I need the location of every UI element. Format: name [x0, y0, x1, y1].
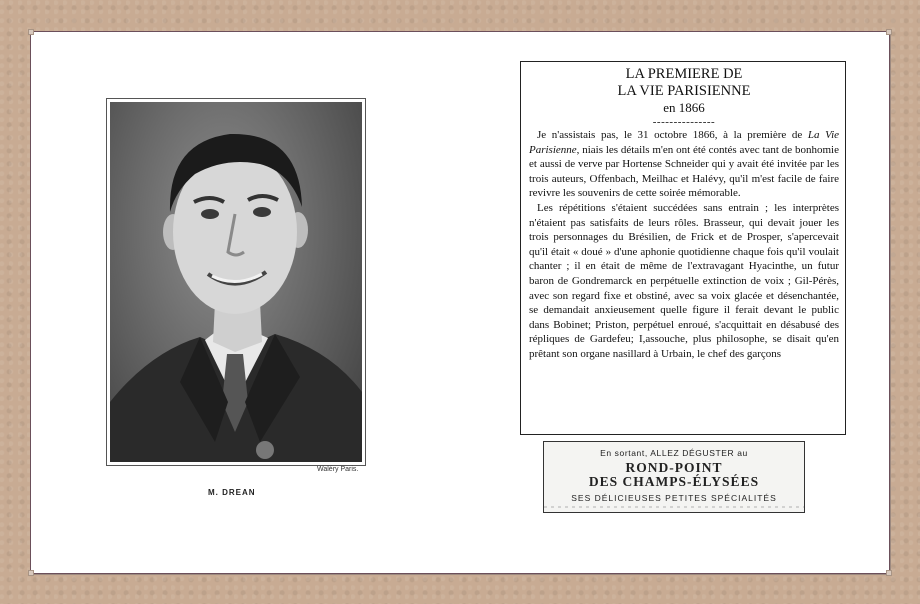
- corner-mount: [28, 570, 34, 576]
- portrait-image: [110, 102, 362, 462]
- article-title-line1: LA PREMIERE DE: [625, 66, 743, 82]
- corner-mount: [28, 29, 34, 35]
- corner-mount: [886, 570, 892, 576]
- ad-print-artifact: [544, 506, 804, 508]
- advertisement: [543, 441, 805, 513]
- ad-headline-1: ROND-POINT: [625, 460, 723, 475]
- article-year: en 1866: [663, 100, 705, 115]
- article-title-line2: LA VIE PARISIENNE: [617, 83, 751, 99]
- play-title: La Vie Parisienne: [529, 129, 840, 156]
- article-paragraph: Les répétitions s'étaient succédées sans entrain ; les interprètes n'étaient pas satisfaits de leurs rôles. Brasseur, qui devait jouer les trois personnages du Brésilien, de Frick et de Prosper, s'apercevait qu'il était « doué » d'une aphonie quotidienne chaque fois qu'il voulait chanter ; il en était de même de l'extravagant Hyacinthe, un futur baron de Gondremarck en perpétuelle extinction de voix ; Gil-Pérès, avec son regard fixe et obstiné, avec sa voix glacée et désenchantée, se demandait anxieusement quelle figure il ferait devant le public dans Bobinet; Priston, perpétuel enroué, s'acquittait en désabusé des répliques de Gardefeu; I,assouche, plus philosophe, se disait qu'en prêtant son organe nasillard à Urbain, le chef des garçons: [529, 201, 839, 360]
- page-sheet: [30, 31, 890, 574]
- article-title: [529, 66, 839, 100]
- ad-tagline: SES DÉLICIEUSES PETITES SPÉCIALITÉS: [571, 493, 777, 503]
- paragraph-text: Je n'assistais pas, le 31 octobre 1866, à la première de: [537, 129, 808, 141]
- ad-intro: En sortant, ALLEZ DÉGUSTER au: [600, 448, 748, 458]
- article-separator: ---------------: [652, 116, 716, 128]
- photo-credit: Waléry Paris.: [317, 466, 359, 473]
- portrait-illustration: [110, 102, 362, 462]
- paragraph-text: , niais les détails m'en ont été contés avec tant de bonhomie et aussi de verve par Hortense Schneider qui y avait été invitée par les trois auteurs, Offenbach, Meilhac et Halévy, qu'il m'est facile de faire revivre les souvenirs de cette soirée mémorable.: [529, 143, 839, 200]
- portrait-photo: [106, 98, 366, 466]
- ad-headline-2: DES CHAMPS-ÉLYSÉES: [588, 474, 760, 489]
- article-paragraph: [529, 128, 839, 201]
- photo-caption: M. DREAN: [208, 488, 256, 497]
- corner-mount: [886, 29, 892, 35]
- article-box: [520, 61, 846, 435]
